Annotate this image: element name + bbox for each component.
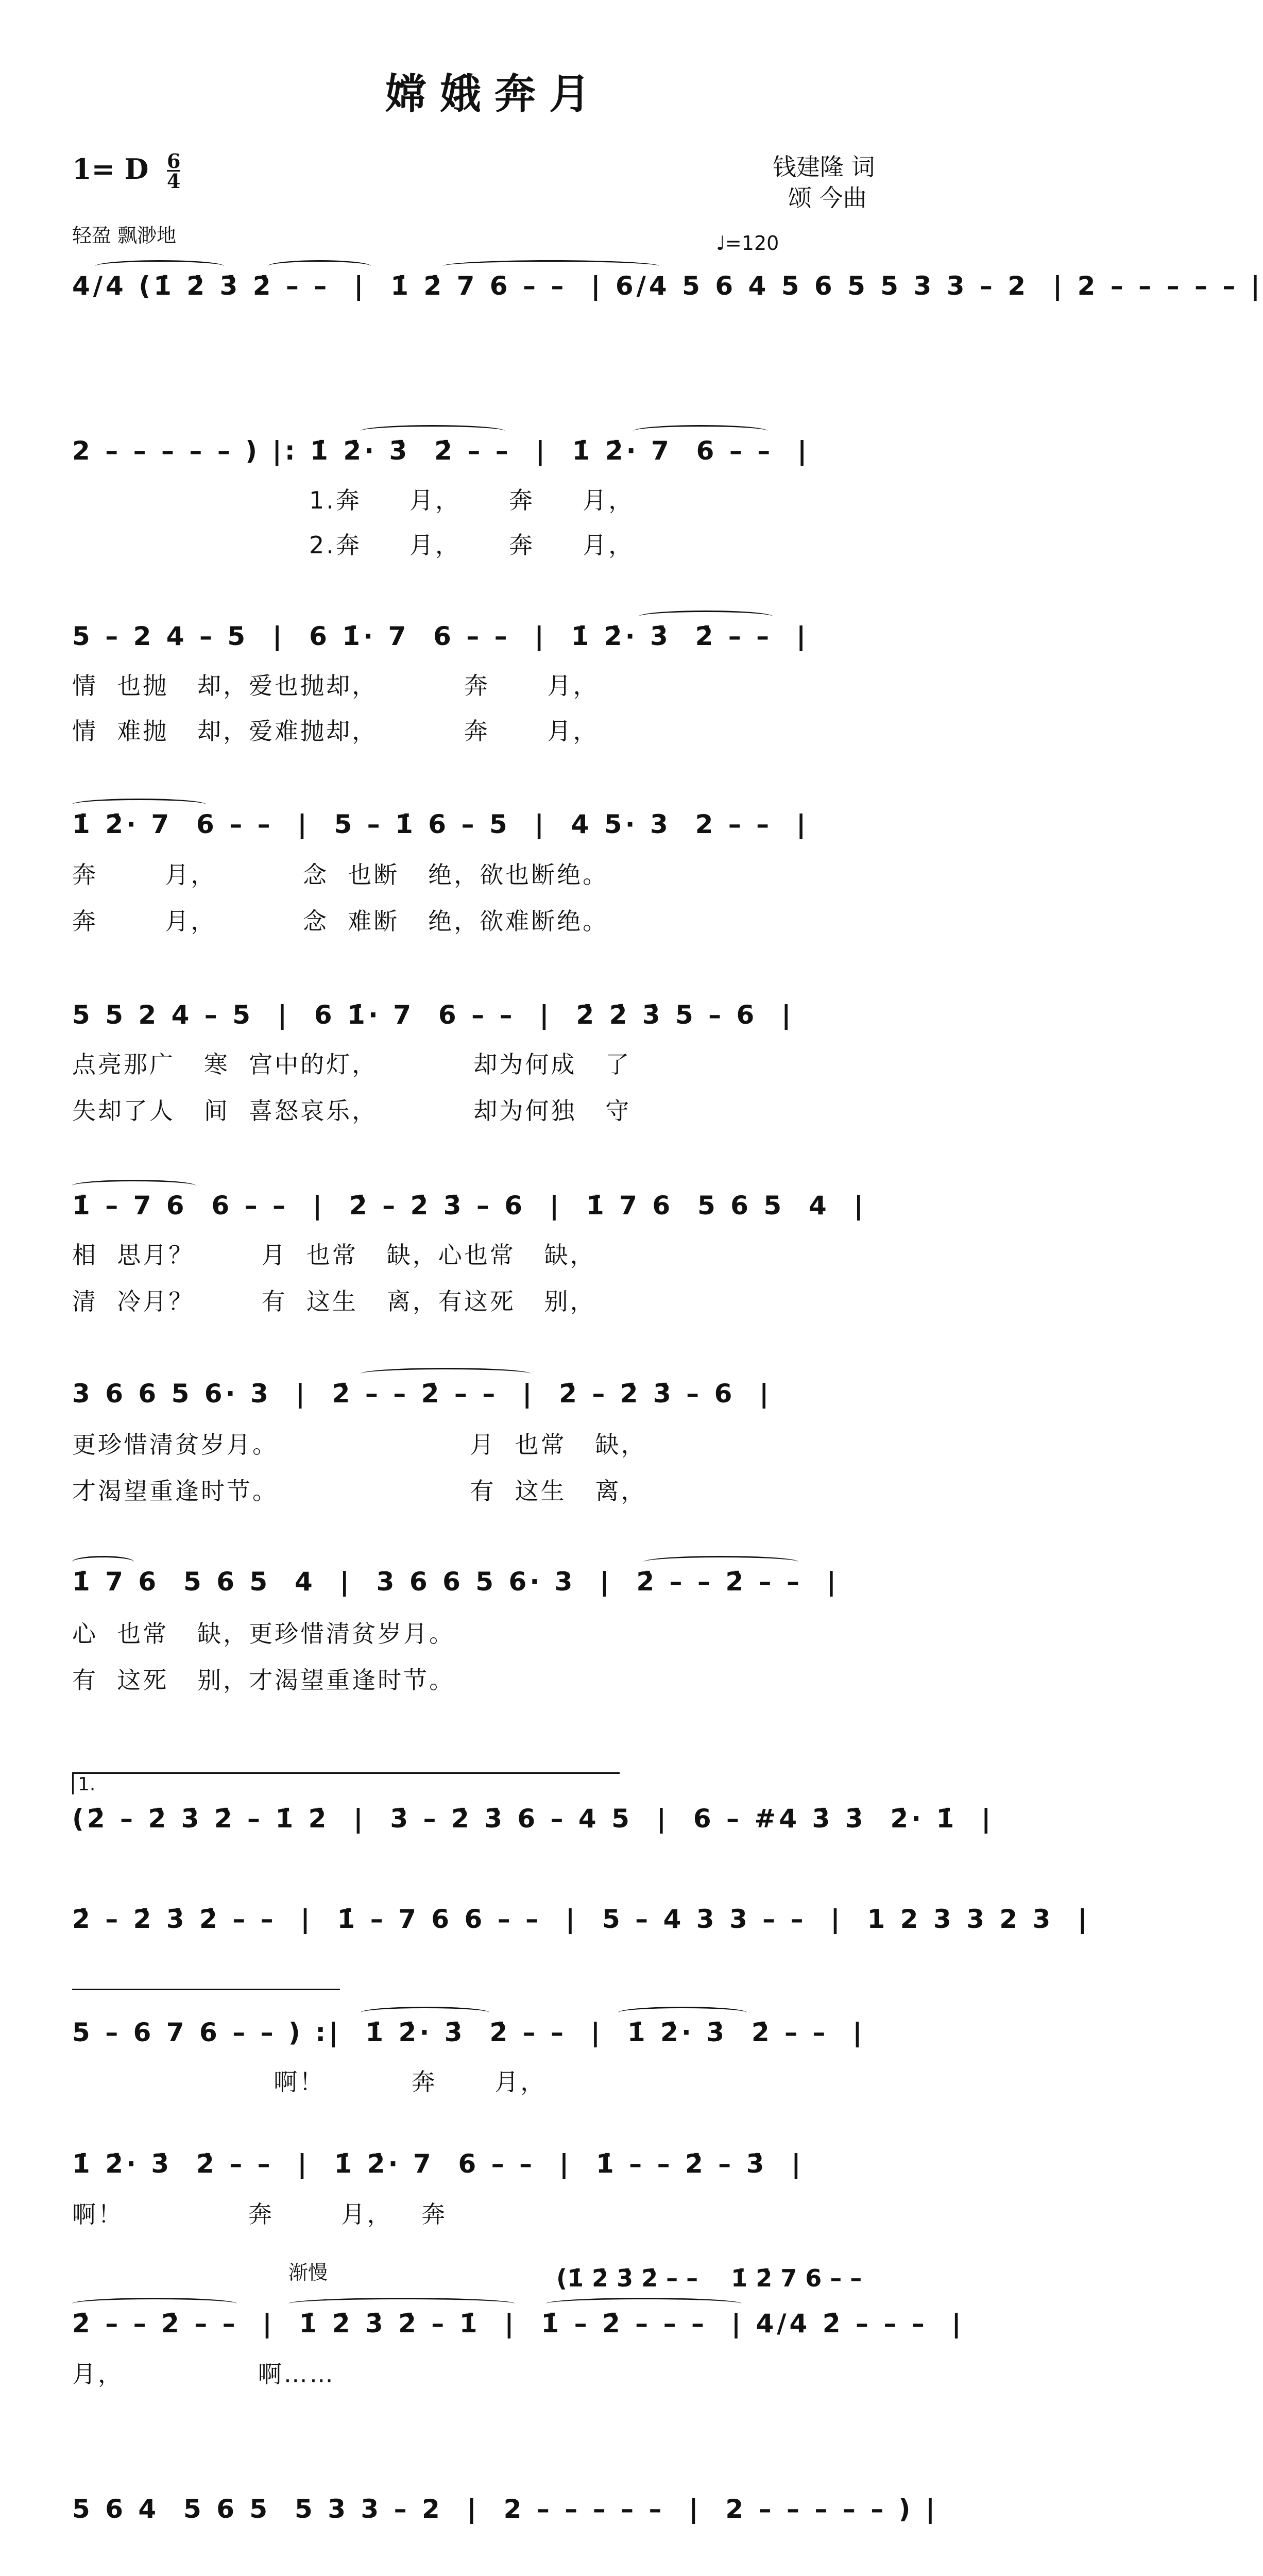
lyrics-line-2-verse-1: 1.奔 月， 奔 月， [309,486,635,514]
score-line-10 [72,1899,1090,1940]
score-line-6 [72,1185,917,1226]
metronome-mark: ♩=120 [716,232,779,255]
lyricist-credit: 钱建隆 词 [773,153,875,181]
notes-line-2: 2 – – – – – ) |: 1̇ 2̇· 3̇ 2̇ – – | 1̇ 2̇· 7 6 – – | [72,436,810,466]
notes-line-8: 1̇ 7 6 5 6 5 4 | 3 6 6 5 6· 3 | 2̇ – – 2̇ – – | [72,1567,840,1597]
volta-label: 1. [78,1774,96,1795]
lyrics-line-6-verse-2: 清 冷月？ 有 这生 离，有这死 别， [72,1287,596,1315]
notes-line-13: 2̇ – – 2̇ – – | 1̇ 2̇ 3̇ 2̇ – 1̇ | 1̇ – 2̇ – – – | 4/4 2̇ – – – | [72,2309,964,2338]
notes-line-12: 1̇ 2̇· 3̇ 2̇ – – | 1̇ 2̇· 7 6 – – | 1̇ – – 2̇ – 3̇ | [72,2149,804,2179]
volta-bracket [72,1772,620,1794]
composer-credit: 颂 今曲 [788,184,867,212]
song-title: 嫦娥奔月 [385,70,604,118]
score-line-3 [72,616,917,657]
slur-mark [72,2298,237,2310]
lyrics-line-12: 啊！ 奔 月， 奔 [72,2200,448,2228]
ritardando-marking: 渐慢 [288,2261,328,2284]
slur-mark [618,2007,747,2019]
slur-mark [288,2298,515,2310]
slur-mark [443,260,659,272]
lyrics-line-8-verse-2: 有 这死 别，才渴望重逢时节。 [72,1666,455,1694]
notes-line-9: (2̇ – 2̇ 3̇ 2̇ – 1̇ 2̇ | 3̇ – 2̇ 3̇ 6 – 4 5 | 6 – #4 3̇ 3̇ 2̇· 1̇ | [72,1804,994,1834]
notes-line-1: 4/4 (1̇ 2̇ 3̇ 2̇ – – | 1̇ 2̇ 7 6 – – | 6/4 5 6 4 5 6 5 5 3 3 – 2 | 2 – – – – – | [72,271,1263,301]
lyrics-line-4-verse-2: 奔 月， 念 难断 绝，欲难断绝。 [72,907,609,935]
notes-line-4: 1̇ 2̇· 7 6 – – | 5 – 1̇ 6 – 5 | 4 5· 3 2 – – | [72,809,809,839]
notes-line-3: 5 – 2 4 – 5 | 6 1̇· 7 6 – – | 1̇ 2̇· 3̇ 2̇ – – | [72,621,809,651]
lyrics-line-13: 月， 啊…… [72,2360,335,2388]
notes-line-11: 5 – 6 7 6 – – ) :| 1̇ 2̇· 3̇ 2̇ – – | 1̇ 2̇· 3̇ 2̇ – – | [72,2018,865,2047]
upper-recall-notes: (1̇ 2̇ 3̇ 2̇ – – 1̇ 2̇ 7 6 – – [556,2264,862,2292]
score-line-5 [72,994,917,1036]
key-label: 1= D [72,152,149,185]
slur-mark [72,1556,134,1568]
bracket-line [72,1989,340,1990]
slur-mark [644,1556,798,1568]
slur-mark [72,1180,196,1192]
slur-mark [546,2298,742,2310]
lyrics-line-3-verse-2: 情 难抛 却，爱难抛却， 奔 月， [72,717,599,745]
lyrics-line-7-verse-2: 才渴望重逢时节。 有 这生 离， [72,1477,647,1505]
slur-mark [95,260,224,272]
lyrics-line-3-verse-1: 情 也抛 却，爱也抛却， 奔 月， [72,672,599,700]
lyrics-line-4-verse-1: 奔 月， 念 也断 绝，欲也断绝。 [72,861,609,889]
lyrics-line-7-verse-1: 更珍惜清贫岁月。 月 也常 缺， [72,1431,647,1459]
slur-mark [72,799,206,810]
score-line-11 [72,2012,917,2053]
lyrics-line-8-verse-1: 心 也常 缺，更珍惜清贫岁月。 [72,1620,455,1648]
notes-line-14: 5 6 4 5 6 5 5 3 3 – 2 | 2 – – – – – | 2 – – – – – ) | [72,2494,938,2524]
lyrics-line-5-verse-1: 点亮那广 寒 宫中的灯， 却为何成 了 [72,1050,632,1078]
slur-mark [634,425,767,437]
slur-mark [268,260,371,272]
notes-line-10: 2̇ – 2̇ 3̇ 2̇ – – | 1̇ – 7 6 6 – – | 5 – 4 3 3 – – | 1 2 3 3 2 3 | [72,1904,1090,1934]
slur-mark [639,611,773,622]
time-denominator: 4 [167,170,181,193]
notes-line-7: 3 6 6 5 6· 3 | 2̇ – – 2̇ – – | 2̇ – 2̇ 3̇ – 6 | [72,1379,772,1409]
lyrics-line-5-verse-2: 失却了人 间 喜怒哀乐， 却为何独 守 [72,1097,632,1125]
time-numerator: 6 [167,149,181,173]
lyrics-line-6-verse-1: 相 思月？ 月 也常 缺，心也常 缺， [72,1241,596,1269]
key-signature [72,149,181,193]
lyrics-line-11: 啊！ 奔 月， [72,2068,547,2096]
tempo-marking: 轻盈 飘渺地 [72,224,177,247]
notes-line-6: 1̇ – 7 6 6 – – | 2̇ – 2̇ 3̇ – 6 | 1̇ 7 6 5 6 5 4 | [72,1191,866,1221]
notes-line-5: 5 5 2 4 – 5 | 6 1̇· 7 6 – – | 2̇ 2̇ 3̇ 5 – 6 | [72,1000,794,1030]
score-line-12 [72,2143,917,2184]
slur-mark [361,2007,489,2019]
lyrics-line-2-verse-2: 2.奔 月， 奔 月， [309,531,635,559]
score-line-9 [72,1798,994,1839]
slur-mark [361,1368,531,1380]
slur-mark [361,425,505,437]
score-line-14 [72,2488,938,2530]
